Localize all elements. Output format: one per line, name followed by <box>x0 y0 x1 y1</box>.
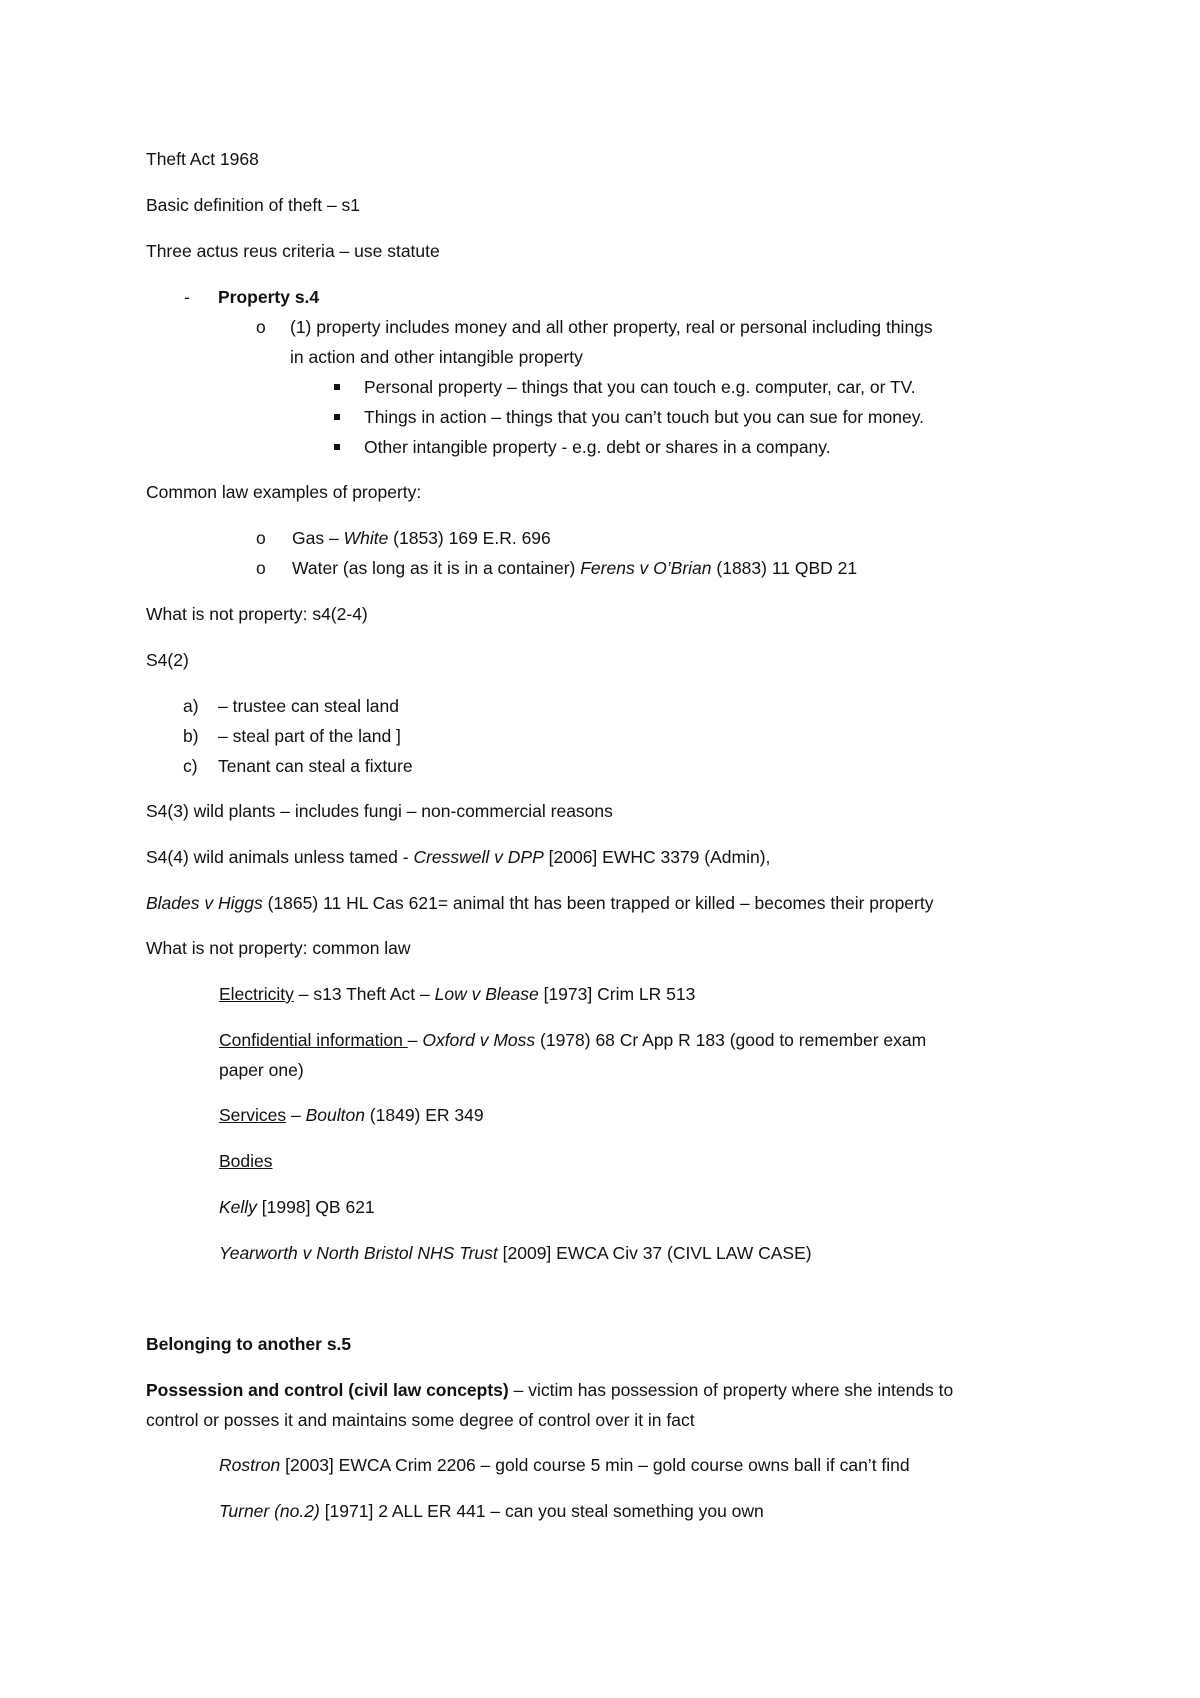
s4-1-line1: (1) property includes money and all other property, real or personal including things <box>290 317 933 337</box>
s4-2-heading: S4(2) <box>146 650 189 670</box>
circle-marker: o <box>256 558 266 578</box>
bullet-things-in-action: Things in action – things that you can’t touch but you can sue for money. <box>364 407 925 427</box>
services-line: Services – Boulton (1849) ER 349 <box>219 1105 484 1125</box>
s4-1-line2: in action and other intangible property <box>290 347 583 367</box>
rostron-line: Rostron [2003] EWCA Crim 2206 – gold course 5 min – gold course owns ball if can’t find <box>219 1455 910 1475</box>
common-law-heading: Common law examples of property: <box>146 482 422 502</box>
square-bullet-icon <box>334 384 340 390</box>
list-marker: a) <box>183 696 199 716</box>
blades-line: Blades v Higgs (1865) 11 HL Cas 621= animal tht has been trapped or killed – becomes their property <box>146 893 934 913</box>
circle-marker: o <box>256 528 266 548</box>
actus-reus-line: Three actus reus criteria – use statute <box>146 241 440 261</box>
doc-title: Theft Act 1968 <box>146 149 259 169</box>
s4-2-item-c: Tenant can steal a fixture <box>218 756 413 776</box>
dash-marker: - <box>184 287 190 307</box>
list-marker: b) <box>183 726 199 746</box>
s4-3-line: S4(3) wild plants – includes fungi – non-commercial reasons <box>146 801 613 821</box>
basic-definition: Basic definition of theft – s1 <box>146 195 361 215</box>
not-property-common: What is not property: common law <box>146 938 411 958</box>
square-bullet-icon <box>334 444 340 450</box>
property-heading: Property s.4 <box>218 287 320 307</box>
common-law-water: Water (as long as it is in a container) Ferens v O’Brian (1883) 11 QBD 21 <box>292 558 858 578</box>
circle-marker: o <box>256 317 266 337</box>
belonging-heading: Belonging to another s.5 <box>146 1334 352 1354</box>
electricity-line: Electricity – s13 Theft Act – Low v Blease [1973] Crim LR 513 <box>219 984 696 1004</box>
s4-2-item-b: – steal part of the land ] <box>218 726 401 746</box>
possession-line1: Possession and control (civil law concepts) – victim has possession of property where she intends to <box>146 1380 954 1400</box>
kelly-line: Kelly [1998] QB 621 <box>219 1197 375 1217</box>
bullet-intangible: Other intangible property - e.g. debt or shares in a company. <box>364 437 831 457</box>
common-law-gas: Gas – White (1853) 169 E.R. 696 <box>292 528 551 548</box>
confidential-line2: paper one) <box>219 1060 304 1080</box>
s4-4-line: S4(4) wild animals unless tamed - Cresswell v DPP [2006] EWHC 3379 (Admin), <box>146 847 771 867</box>
yearworth-line: Yearworth v North Bristol NHS Trust [2009] EWCA Civ 37 (CIVL LAW CASE) <box>219 1243 812 1263</box>
bullet-personal-property: Personal property – things that you can touch e.g. computer, car, or TV. <box>364 377 916 397</box>
list-marker: c) <box>183 756 198 776</box>
possession-line2: control or posses it and maintains some degree of control over it in fact <box>146 1410 695 1430</box>
not-property-statute: What is not property: s4(2-4) <box>146 604 368 624</box>
square-bullet-icon <box>334 414 340 420</box>
bodies-heading: Bodies <box>219 1151 273 1171</box>
s4-2-item-a: – trustee can steal land <box>218 696 399 716</box>
confidential-line1: Confidential information – Oxford v Moss (1978) 68 Cr App R 183 (good to remember exam <box>219 1030 927 1050</box>
turner-line: Turner (no.2) [1971] 2 ALL ER 441 – can you steal something you own <box>219 1501 764 1521</box>
